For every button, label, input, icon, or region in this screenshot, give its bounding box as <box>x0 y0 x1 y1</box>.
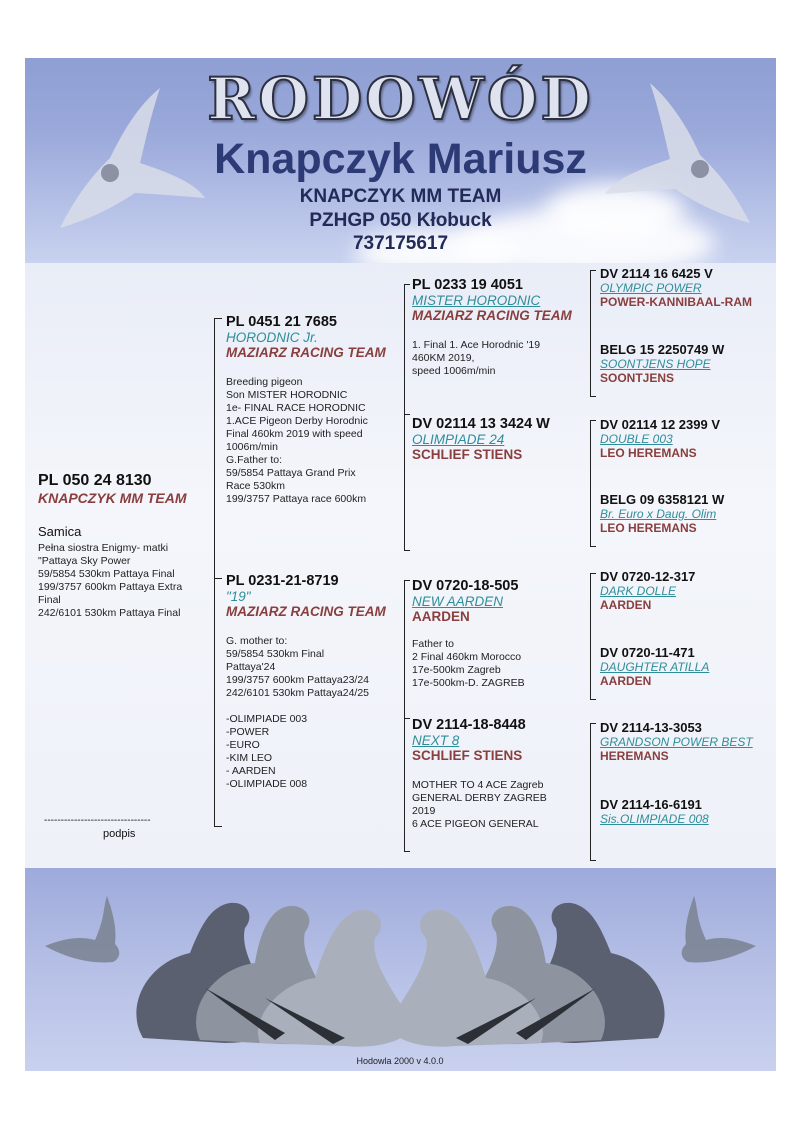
header-banner <box>25 58 776 263</box>
footer-banner <box>25 868 776 1071</box>
club-name: PZHGP 050 Kłobuck <box>309 210 492 231</box>
mm-ring: DV 2114-18-8448 <box>412 717 526 733</box>
note-line: -EURO <box>226 739 260 751</box>
note-line: "Pattaya Sky Power <box>38 555 131 567</box>
note-line: 59/5854 Pattaya Grand Prix <box>226 467 356 479</box>
note-line: Father to <box>412 638 455 650</box>
bracket-tick <box>590 723 596 724</box>
g4-name: SOONTJENS HOPE <box>600 357 711 371</box>
bracket-tick <box>590 396 596 397</box>
subject-notes <box>38 542 210 620</box>
bracket-line-g4b <box>590 420 591 546</box>
note-line: 17e-500km-D. ZAGREB <box>412 677 525 689</box>
bracket-tick <box>590 860 596 861</box>
great-grandparent-4 <box>600 492 768 535</box>
bracket-tick <box>590 420 596 421</box>
mf-notes <box>412 638 580 690</box>
mm-owner: SCHLIEF STIENS <box>412 748 523 763</box>
great-grandparent-3 <box>600 417 768 460</box>
owner-name: Knapczyk Mariusz <box>214 135 587 183</box>
signature-label: podpis <box>103 828 136 840</box>
g4-owner: POWER-KANNIBAAL-RAM <box>600 295 752 309</box>
g4-owner: AARDEN <box>600 598 652 612</box>
note-line: -KIM LEO <box>226 752 273 764</box>
bracket-tick <box>590 546 596 547</box>
note-line: 17e-500km Zagreb <box>412 664 501 676</box>
bracket-line-mother <box>404 580 405 851</box>
note-line: 199/3757 600km Pattaya23/24 <box>226 674 370 686</box>
ff-name: MISTER HORODNIC <box>412 293 541 308</box>
note-line: Son MISTER HORODNIC <box>226 389 348 401</box>
g4-owner: AARDEN <box>600 674 652 688</box>
note-line: 199/3757 600km Pattaya Extra <box>38 581 183 593</box>
great-grandparent-1 <box>600 266 768 309</box>
note-line: 59/5854 530km Final <box>226 648 325 660</box>
mother-ring: PL 0231-21-8719 <box>226 573 339 589</box>
note-line: Final 460km 2019 with speed <box>226 428 363 440</box>
note-line: 2 Final 460km Morocco <box>412 651 522 663</box>
great-grandparent-2 <box>600 342 768 385</box>
g4-name: GRANDSON POWER BEST <box>600 735 753 749</box>
pigeons-illustration <box>25 868 776 1071</box>
bracket-tick <box>404 718 410 719</box>
subject-sex: Samica <box>38 524 82 539</box>
note-line: Pełna siostra Enigmy- matki <box>38 542 169 554</box>
bracket-tick <box>214 578 222 579</box>
great-grandparent-6 <box>600 645 768 688</box>
mm-notes <box>412 779 580 831</box>
ff-ring: PL 0233 19 4051 <box>412 277 523 293</box>
note-line: 242/6101 530km Pattaya24/25 <box>226 687 370 699</box>
note-line: MOTHER TO 4 ACE Zagreb <box>412 779 544 791</box>
signature-line: -------------------------------- <box>44 815 151 826</box>
document-title: RODOWÓD <box>207 65 594 133</box>
note-line: 199/3757 Pattaya race 600km <box>226 493 367 505</box>
note-line: 6 ACE PIGEON GENERAL <box>412 818 539 830</box>
bracket-tick <box>590 699 596 700</box>
ff-owner: MAZIARZ RACING TEAM <box>412 308 572 323</box>
father-name: HORODNIC Jr. <box>226 330 318 345</box>
note-line: GENERAL DERBY ZAGREB <box>412 792 547 804</box>
father-ring: PL 0451 21 7685 <box>226 314 337 330</box>
g4-ring: DV 2114 16 6425 V <box>600 266 713 281</box>
g4-name: DOUBLE 003 <box>600 432 673 446</box>
bracket-tick <box>214 318 222 319</box>
g4-ring: BELG 15 2250749 W <box>600 342 725 357</box>
bracket-line-g4c <box>590 573 591 699</box>
note-line: Race 530km <box>226 480 285 492</box>
g4-name: Sis.OLIMPIADE 008 <box>600 812 709 826</box>
mf-name: NEW AARDEN <box>412 594 504 609</box>
note-line: 59/5854 530km Pattaya Final <box>38 568 175 580</box>
note-line: Breeding pigeon <box>226 376 303 388</box>
team-name: KNAPCZYK MM TEAM <box>299 186 502 207</box>
father-owner: MAZIARZ RACING TEAM <box>226 345 386 360</box>
note-line: 1. Final 1. Ace Horodnic '19 <box>412 339 541 351</box>
bracket-line-g4a <box>590 270 591 396</box>
ff-notes <box>412 339 580 378</box>
g4-owner: LEO HEREMANS <box>600 446 697 460</box>
bracket-tick <box>590 573 596 574</box>
bracket-tick <box>214 826 222 827</box>
father-notes <box>226 376 396 506</box>
note-line: 460KM 2019, <box>412 352 475 364</box>
bracket-line-gen1 <box>214 318 215 826</box>
g4-ring: DV 2114-16-6191 <box>600 797 702 812</box>
g4-owner: HEREMANS <box>600 749 669 763</box>
mm-name: NEXT 8 <box>412 733 460 748</box>
bracket-tick <box>590 270 596 271</box>
g4-ring: DV 02114 12 2399 V <box>600 417 720 432</box>
mother-father-bird <box>412 578 580 690</box>
bracket-line-g4d <box>590 723 591 860</box>
bracket-tick <box>404 580 410 581</box>
mf-owner: AARDEN <box>412 609 470 624</box>
note-line: -OLIMPIADE 008 <box>226 778 308 790</box>
note-line: speed 1006m/min <box>412 365 496 377</box>
note-line: 1.ACE Pigeon Derby Horodnic <box>226 415 368 427</box>
g4-ring: DV 0720-11-471 <box>600 645 695 660</box>
mother-bird <box>226 573 396 791</box>
mother-notes <box>226 635 396 791</box>
great-grandparent-5 <box>600 569 768 612</box>
note-line: 2019 <box>412 805 436 817</box>
note-line: 1e- FINAL RACE HORODNIC <box>226 402 366 414</box>
great-grandparent-7 <box>600 720 768 763</box>
father-bird <box>226 314 396 506</box>
note-line <box>226 700 396 713</box>
note-line: - AARDEN <box>226 765 276 777</box>
subject-ring: PL 050 24 8130 <box>38 472 152 489</box>
mother-name: "19" <box>226 589 251 604</box>
father-father-bird <box>412 277 580 378</box>
g4-owner: LEO HEREMANS <box>600 521 697 535</box>
note-line: -POWER <box>226 726 270 738</box>
software-version: Hodowla 2000 v 4.0.0 <box>356 1056 444 1066</box>
note-line: G. mother to: <box>226 635 288 647</box>
mf-ring: DV 0720-18-505 <box>412 578 519 594</box>
bracket-tick <box>404 284 410 285</box>
mother-mother-bird <box>412 717 580 831</box>
bracket-tick <box>404 550 410 551</box>
g4-ring: DV 0720-12-317 <box>600 569 696 584</box>
note-line: Pattaya'24 <box>226 661 276 673</box>
note-line: G.Father to: <box>226 454 283 466</box>
g4-name: Br. Euro x Daug. Olim <box>600 507 717 521</box>
bracket-tick <box>404 851 410 852</box>
g4-name: DAUGHTER ATILLA <box>600 660 710 674</box>
note-line: 1006m/min <box>226 441 278 453</box>
g4-ring: BELG 09 6358121 W <box>600 492 725 507</box>
g4-name: DARK DOLLE <box>600 584 677 598</box>
subject-bird <box>38 472 210 620</box>
father-mother-bird <box>412 416 580 462</box>
note-line: 242/6101 530km Pattaya Final <box>38 607 181 619</box>
bracket-line-father <box>404 284 405 550</box>
fm-owner: SCHLIEF STIENS <box>412 447 523 462</box>
fm-ring: DV 02114 13 3424 W <box>412 416 550 432</box>
mother-owner: MAZIARZ RACING TEAM <box>226 604 386 619</box>
g4-owner: SOONTJENS <box>600 371 675 385</box>
g4-name: OLYMPIC POWER <box>600 281 702 295</box>
great-grandparent-8 <box>600 797 768 826</box>
phone-number: 737175617 <box>352 233 449 254</box>
subject-name: KNAPCZYK MM TEAM <box>38 490 187 506</box>
g4-ring: DV 2114-13-3053 <box>600 720 702 735</box>
bracket-tick <box>404 414 410 415</box>
fm-name: OLIMPIADE 24 <box>412 432 505 447</box>
note-line: Final <box>38 594 61 606</box>
note-line: -OLIMPIADE 003 <box>226 713 308 725</box>
